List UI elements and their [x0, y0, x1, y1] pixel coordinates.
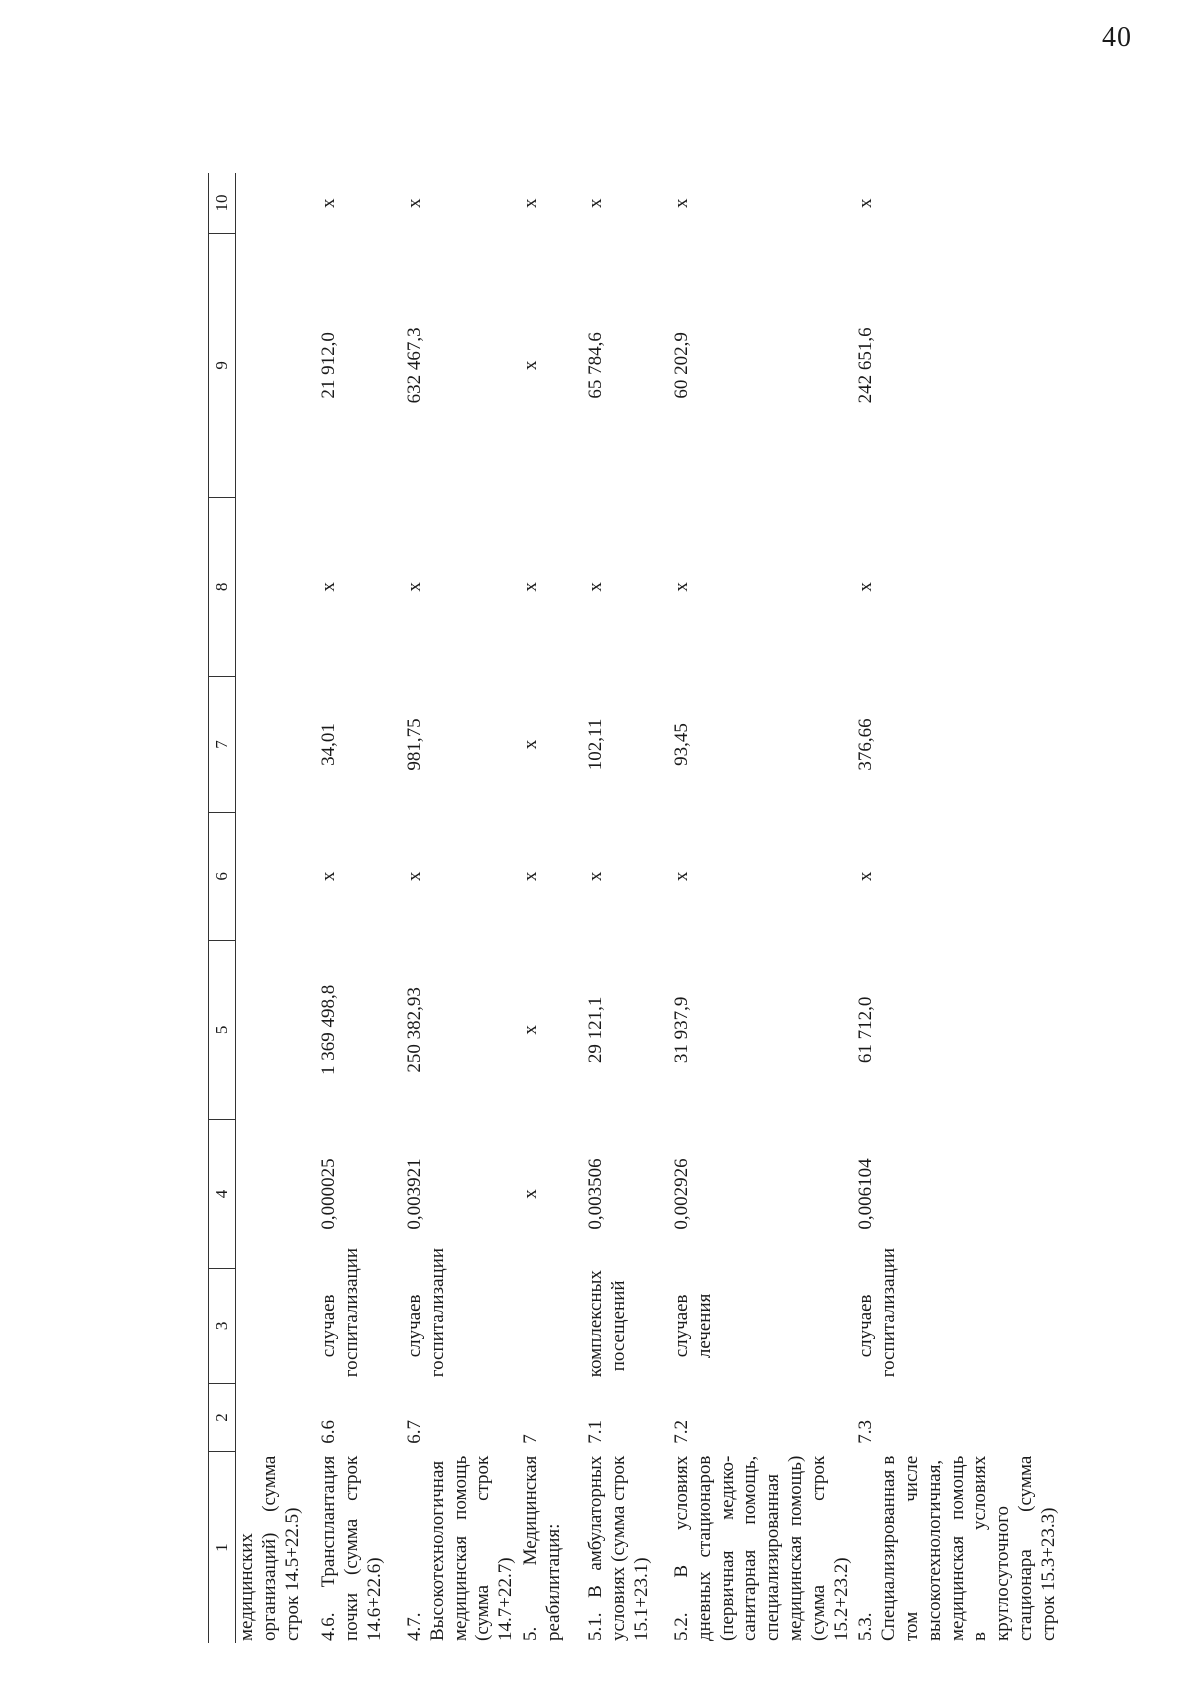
row-col4: [236, 1119, 317, 1268]
row-unit: случаев лечения: [670, 1293, 715, 1359]
table-row: [853, 173, 1087, 1643]
row-col9: 60 202,9: [670, 332, 692, 399]
row-col7: х: [519, 739, 541, 750]
row-col4: 0,000025: [318, 1158, 339, 1230]
row-col6: х: [519, 871, 541, 882]
rotated-page-content: [208, 173, 1200, 1643]
row-code: 7: [519, 1434, 541, 1444]
column-header: 6: [209, 812, 236, 940]
column-header: 7: [209, 676, 236, 812]
row-code: 6.6: [318, 1419, 339, 1444]
row-col7: [236, 676, 317, 812]
row-col6: х: [670, 871, 692, 882]
row-name: 5.2. В условиях дневных стационаров (первичная медико-санитарная помощь, специализированная медицинская помощь) (сумма строк 15.2+23.2): [670, 1455, 852, 1641]
column-number-row: [209, 173, 236, 1643]
row-col8: х: [318, 582, 339, 592]
row-col7: 981,75: [404, 718, 425, 771]
row-col4: 0,003506: [584, 1158, 606, 1230]
row-col8: [236, 497, 317, 676]
column-header: 9: [209, 233, 236, 497]
row-name: 4.6. Трансплантация почки (сумма строк 14.6+22.6): [318, 1455, 385, 1641]
column-header: 2: [209, 1383, 236, 1451]
row-col5: х: [519, 1025, 541, 1035]
row-col5: 250 382,93: [404, 987, 425, 1073]
table-row: [518, 173, 583, 1643]
row-unit: [236, 1268, 317, 1383]
row-col10: [236, 173, 317, 233]
row-code: [236, 1383, 317, 1451]
column-header: 10: [209, 173, 236, 233]
column-header: 5: [209, 940, 236, 1119]
row-col5: 61 712,0: [855, 996, 877, 1064]
row-col10: х: [584, 198, 606, 208]
row-code: 7.1: [584, 1419, 606, 1444]
row-col7: 102,11: [584, 718, 606, 771]
row-col9: 21 912,0: [318, 332, 339, 399]
table-row: [669, 173, 853, 1643]
row-col6: [236, 812, 317, 940]
row-col5: 29 121,1: [584, 996, 606, 1064]
row-col4: 0,002926: [670, 1158, 692, 1230]
row-col4: х: [519, 1189, 541, 1199]
row-name: 5.1. В амбулаторных условиях (сумма строк 15.1+23.1): [584, 1455, 652, 1641]
table-row: [402, 173, 518, 1643]
row-col10: х: [519, 198, 541, 208]
page-number: 40: [1102, 22, 1132, 53]
row-col8: х: [519, 582, 541, 592]
row-unit: [518, 1268, 583, 1383]
row-col9: х: [519, 360, 541, 371]
row-col10: х: [404, 198, 425, 208]
row-col7: 34,01: [318, 723, 339, 766]
row-col10: х: [318, 198, 339, 208]
table-row: [236, 173, 317, 1643]
row-code: 7.3: [855, 1419, 877, 1444]
row-col6: х: [584, 871, 606, 882]
row-name: медицинских организаций) (сумма строк 14.5+22.5): [236, 1455, 303, 1641]
row-unit: случаев госпитализации: [404, 1247, 448, 1378]
row-unit: случаев госпитализации: [855, 1247, 900, 1378]
row-col4: 0,006104: [855, 1158, 877, 1230]
row-col9: [236, 233, 317, 497]
row-col4: 0,003921: [404, 1158, 425, 1230]
row-col5: [236, 940, 317, 1119]
column-header: 4: [209, 1119, 236, 1268]
row-col10: х: [855, 198, 877, 208]
row-col6: х: [855, 871, 877, 882]
row-col9: 632 467,3: [404, 327, 425, 404]
column-header: 8: [209, 497, 236, 676]
row-name: 4.7. Высокотехнологичная медицинская помощь (сумма строк 14.7+22.7): [404, 1455, 517, 1641]
row-col6: х: [318, 871, 339, 882]
row-name: 5.3. Специализированная в том числе высокотехнологичная, медицинская помощь в условиях круглосуточного стационара (сумма строк 15.3+23.3): [855, 1455, 1059, 1641]
row-code: 7.2: [670, 1419, 692, 1444]
row-unit: случаев госпитализации: [318, 1247, 362, 1378]
row-col8: х: [670, 582, 692, 592]
row-col8: х: [855, 582, 877, 592]
row-col7: 376,66: [855, 718, 877, 771]
row-col9: 65 784,6: [584, 332, 606, 399]
column-header: 3: [209, 1268, 236, 1383]
data-table: [208, 173, 1087, 1643]
row-name: 5. Медицинская реабилитация:: [519, 1455, 564, 1641]
row-col7: 93,45: [670, 723, 692, 766]
table-row: [316, 173, 402, 1643]
row-col5: 31 937,9: [670, 996, 692, 1064]
row-unit: комплексных посещений: [584, 1270, 629, 1378]
row-col5: 1 369 498,8: [318, 984, 339, 1075]
table-row: [583, 173, 669, 1643]
row-col6: х: [404, 871, 425, 882]
row-col8: х: [404, 582, 425, 592]
column-header: 1: [209, 1452, 236, 1643]
row-col9: 242 651,6: [855, 327, 877, 404]
row-col10: х: [670, 198, 692, 208]
row-code: 6.7: [404, 1419, 425, 1444]
row-col8: х: [584, 582, 606, 592]
